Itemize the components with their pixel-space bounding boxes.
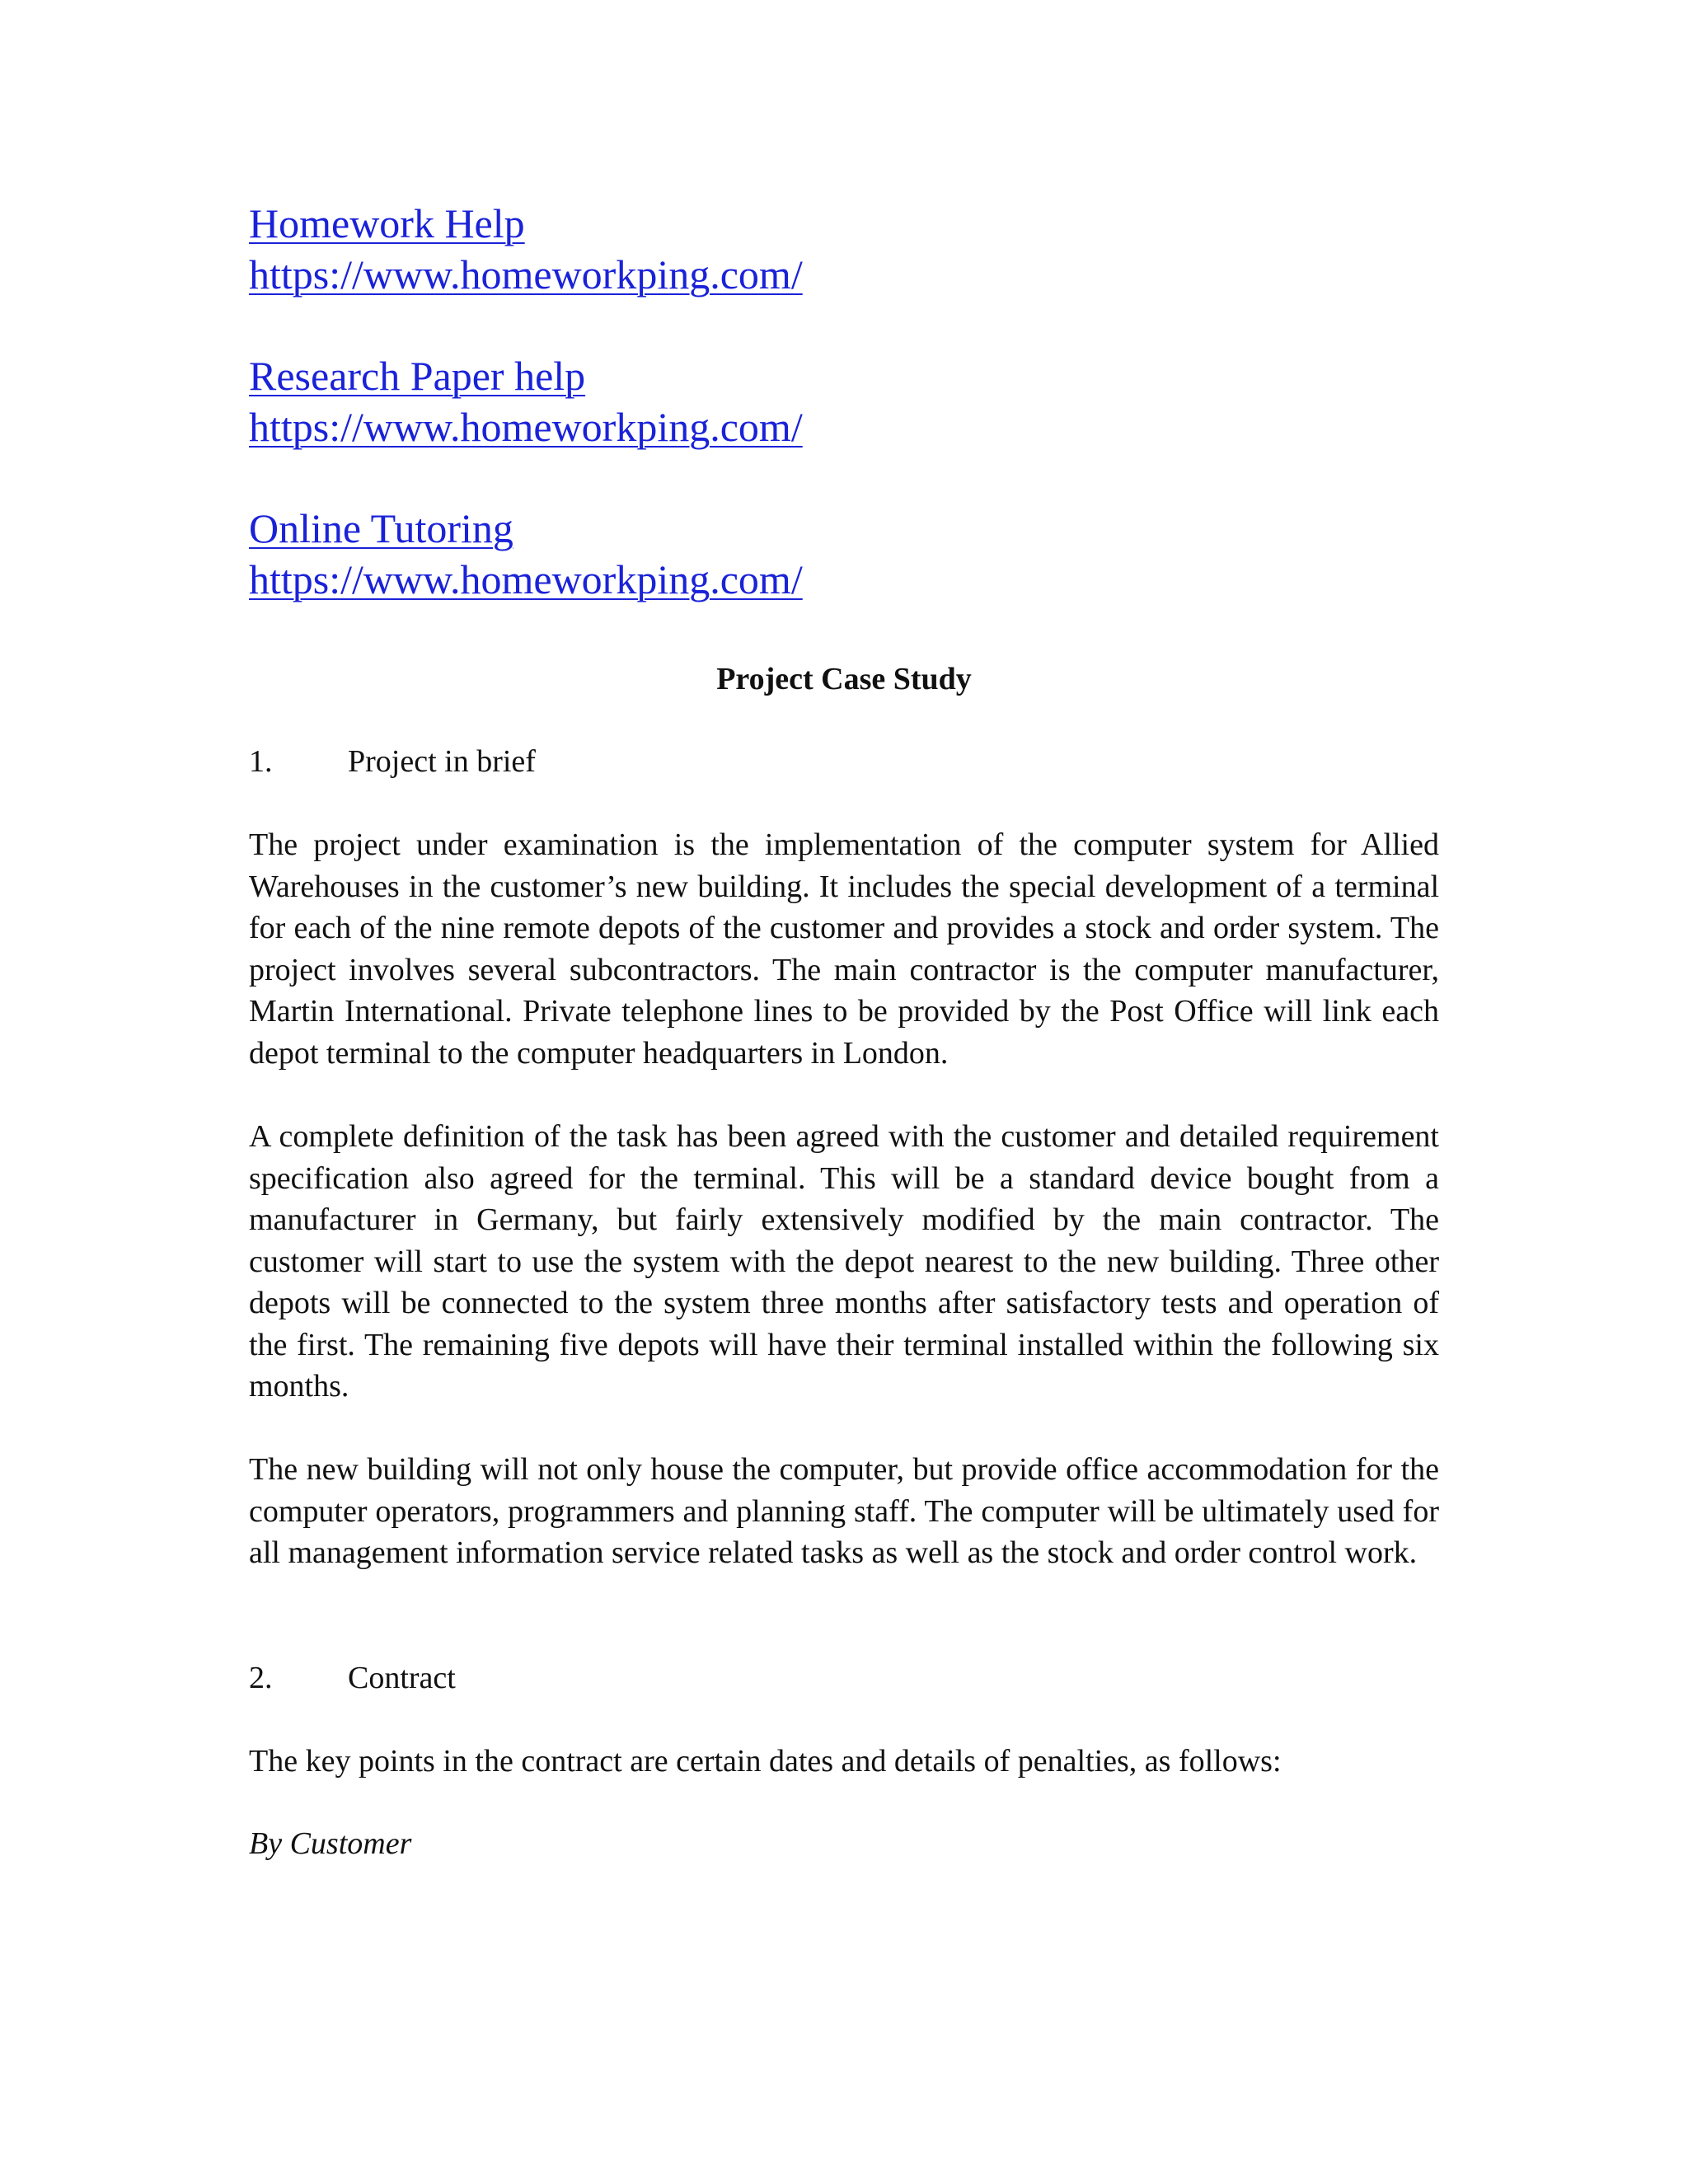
paragraph-new-building: The new building will not only house the computer, but provide office accommodation for the computer operators, programmers and planning staff. The computer will be ultimately used for all management information service related tasks as well as the stock and order control work. xyxy=(249,1452,1439,1570)
homework-help-link[interactable]: Homework Help xyxy=(249,200,525,246)
section-1-title: Project in brief xyxy=(348,744,536,779)
paragraph-contract-intro: The key points in the contract are certain dates and details of penalties, as follows: xyxy=(249,1744,1282,1779)
online-tutoring-link-block xyxy=(249,503,803,605)
section-2-heading xyxy=(249,1658,456,1698)
section-1-number: 1. xyxy=(249,744,273,779)
online-tutoring-link[interactable]: Online Tutoring xyxy=(249,505,513,551)
by-customer-subheading: By Customer xyxy=(249,1826,412,1861)
research-paper-help-link-block xyxy=(249,350,803,452)
section-2-number: 2. xyxy=(249,1661,273,1695)
research-paper-help-link[interactable]: Research Paper help xyxy=(249,353,586,399)
research-paper-help-url-link[interactable]: https://www.homeworkping.com/ xyxy=(249,404,803,450)
paragraph-project-overview: The project under examination is the implementation of the computer system for Allied Warehouses in the customer’s new building. It includes the special development of a terminal for each of the nine remote depots of the customer and provides a stock and order system. The project involves several subcontractors. The main contractor is the computer manufacturer, Martin International. Private telephone lines to be provided by the Post Office will link each depot terminal to the computer headquarters in London. xyxy=(249,827,1439,1071)
paragraph-task-definition: A complete definition of the task has been agreed with the customer and detailed requirement specification also agreed for the terminal. This will be a standard device bought from a manufacturer in Germany, but fairly extensively modified by the main contractor. The customer will start to use the system with the depot nearest to the new building. Three other depots will be connected to the system three months after satisfactory tests and operation of the first. The remaining five depots will have their terminal installed within the following six months. xyxy=(249,1119,1439,1404)
homework-help-url-link[interactable]: https://www.homeworkping.com/ xyxy=(249,251,803,298)
section-1-heading xyxy=(249,742,536,781)
document-title: Project Case Study xyxy=(716,662,972,696)
homework-help-link-block xyxy=(249,198,803,300)
section-2-title: Contract xyxy=(348,1661,456,1695)
online-tutoring-url-link[interactable]: https://www.homeworkping.com/ xyxy=(249,556,803,602)
